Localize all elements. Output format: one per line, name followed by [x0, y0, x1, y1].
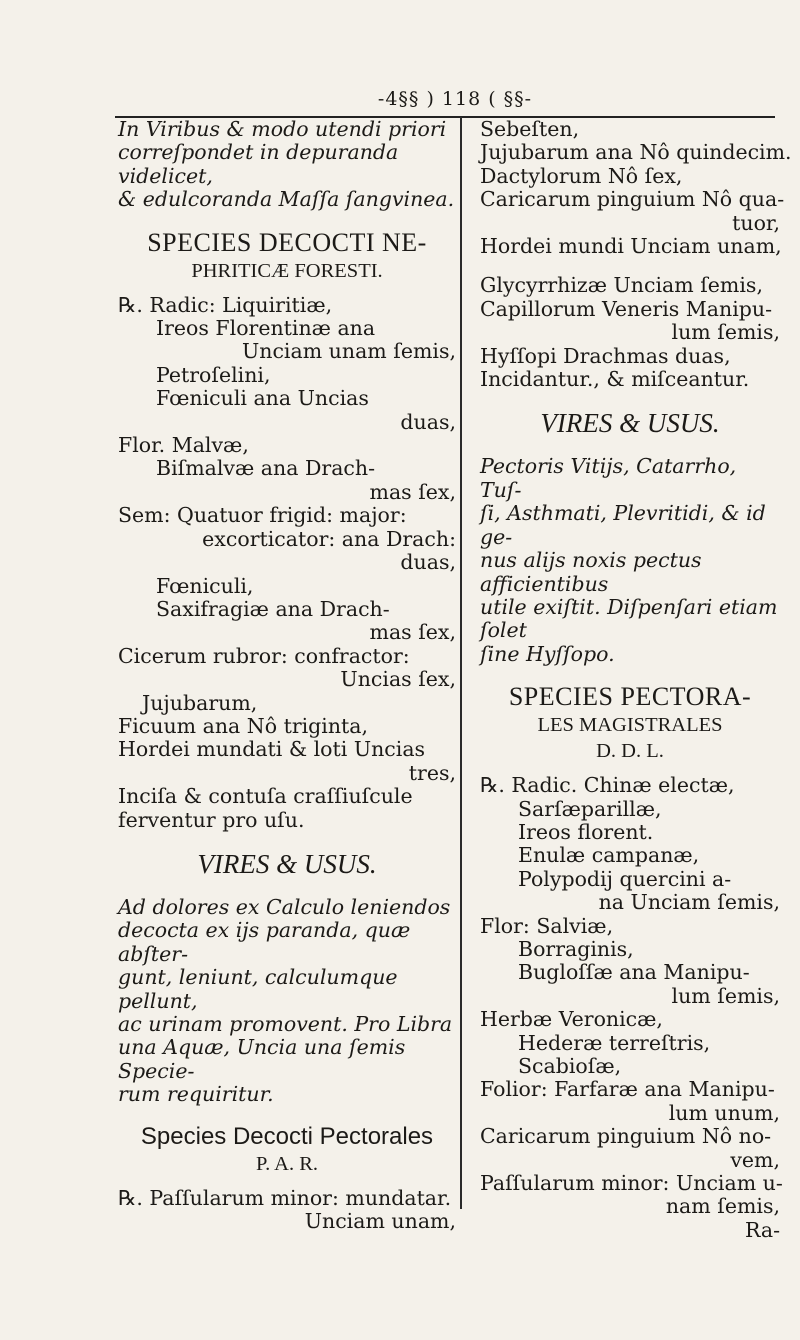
recipe-line: Hederæ terreſtris, [518, 1030, 711, 1055]
section-title: SPECIES DECOCTI NE- [147, 227, 427, 257]
vires-usus-heading: VIRES & USUS. [197, 848, 377, 879]
recipe-line: Inciſa & contuſa craſſiuſcule [118, 784, 413, 809]
section-title: SPECIES PECTORA- [508, 682, 752, 712]
recipe-line: Unciam unam ſemis, [241, 339, 456, 364]
section-title: LES MAGISTRALES [537, 714, 723, 737]
recipe-line: na Unciam ſemis, [598, 890, 780, 915]
recipe-line: tres, [408, 760, 456, 785]
section-title: Species Decocti Pectorales [140, 1122, 434, 1150]
usage-line: utile exiſtit. Diſpenſari etiam ſolet [480, 594, 778, 643]
recipe-line: Sarſæparillæ, [518, 796, 662, 821]
recipe-line: Paſſularum minor: Unciam u- [480, 1171, 783, 1196]
recipe-line: duas, [400, 550, 456, 575]
recipe-line: Bugloſſæ ana Manipu- [518, 960, 750, 985]
recipe-line: Petroſelini, [156, 362, 271, 387]
recipe-line: Cicerum rubror: confractor: [118, 643, 410, 668]
recipe-line: Hordei mundati & loti Uncias [118, 737, 426, 762]
left-column [118, 118, 456, 1233]
recipe-line: Folior: Farfaræ ana Manipu- [480, 1077, 775, 1102]
usage-line: ſi, Asthmati, Plevritidi, & id ge- [480, 501, 766, 549]
recipe-line: Ficuum ana Nô triginta, [118, 713, 369, 738]
section-subtitle: P. A. R. [255, 1152, 319, 1175]
right-column [480, 117, 792, 1242]
recipe-line: Uncias ſex, [340, 667, 456, 692]
recipe-line: Jujubarum ana Nô quindecim. [480, 140, 792, 165]
recipe-line: Saxifragiæ ana Drach- [156, 596, 390, 621]
recipe-line: Hyſſopi Drachmas duas, [480, 343, 731, 368]
section-title: PHRITICÆ FORESTI. [191, 259, 383, 282]
recipe-line: Borraginis, [518, 936, 634, 961]
recipe-line: mas ſex, [369, 620, 456, 645]
recipe-line: Ireos Florentinæ ana [156, 316, 376, 341]
recipe-line: ℞. Radic: Liquiritiæ, [118, 292, 333, 317]
recipe-line: Ra- [744, 1217, 780, 1242]
recipe-line: Jujubarum, [142, 690, 258, 715]
vires-usus-heading: VIRES & USUS. [540, 408, 720, 439]
recipe-list [480, 274, 780, 391]
recipe-line: Glycyrrhizæ Unciam ſemis, [480, 273, 763, 298]
recipe-line: Sem: Quatuor frigid: major: [118, 503, 407, 528]
recipe-line: Dactylorum Nô ſex, [480, 163, 683, 188]
usage-line: gunt, leniunt, calculumque pellunt, [118, 965, 398, 1013]
intro-line: & edulcoranda Maſſa ſangvinea. [118, 187, 455, 212]
usage-line: ac urinam promovent. Pro Libra [118, 1012, 453, 1036]
recipe-line: Incidantur., & miſceantur. [480, 367, 750, 392]
section-subtitle: D. D. L. [596, 740, 664, 763]
recipe-line: ℞. Radic. Chinæ electæ, [480, 773, 735, 798]
recipe-line: tuor, [732, 210, 780, 235]
recipe-line: Fœniculi ana Uncias [156, 386, 369, 411]
recipe-line: Caricarum pinguium Nô no- [480, 1124, 772, 1149]
intro-line: In Viribus & modo utendi priori [118, 117, 447, 141]
recipe-list [118, 294, 456, 832]
recipe-line: lum ſemis, [671, 983, 780, 1008]
recipe-line: ferventur pro uſu. [118, 807, 305, 832]
recipe-line: vem, [730, 1147, 780, 1172]
recipe-line: Enulæ campanæ, [518, 843, 700, 868]
usage-line: nus alijs noxis pectus afficientibus [480, 548, 702, 596]
recipe-line: excorticator: ana Drach: [202, 526, 456, 551]
recipe-line: Flor. Malvæ, [118, 433, 249, 458]
recipe-line: ℞. Paſſularum minor: mundatar. [118, 1185, 452, 1210]
intro-line: correſpondet in depuranda videlicet, [118, 140, 399, 188]
recipe-line: Fœniculi, [156, 573, 254, 598]
recipe-line: mas ſex, [369, 479, 456, 504]
usage-line: decocta ex ijs paranda, quæ abſter- [118, 918, 411, 966]
usage-line: Pectoris Vitijs, Catarrho, Tuſ- [480, 454, 737, 502]
recipe-line: Polypodij quercini a- [518, 866, 732, 891]
recipe-list [480, 773, 783, 1242]
recipe-list [118, 1187, 456, 1234]
recipe-line: lum unum, [668, 1100, 780, 1125]
usage-line: una Aquæ, Uncia una ſemis Specie- [118, 1035, 406, 1083]
recipe-line: duas, [400, 409, 456, 434]
recipe-line: Unciam unam, [304, 1209, 456, 1234]
recipe-line: Caricarum pinguium Nô qua- [480, 187, 785, 212]
usage-line: rum requiritur. [118, 1082, 274, 1107]
recipe-line: nam ſemis, [665, 1194, 780, 1219]
page-header: -4§§ ) 118 ( §§- [377, 88, 533, 110]
usage-line: ſine Hyſſopo. [480, 641, 615, 666]
recipe-list [480, 117, 792, 259]
recipe-line: Hordei mundi Unciam unam, [480, 234, 782, 259]
recipe-line: Herbæ Veronicæ, [480, 1007, 663, 1032]
recipe-line: Ireos florent. [518, 819, 654, 844]
recipe-line: Capillorum Veneris Manipu- [480, 296, 773, 321]
recipe-line: Scabioſæ, [518, 1054, 622, 1078]
recipe-line: Biſmalvæ ana Drach- [156, 456, 376, 481]
recipe-line: lum ſemis, [671, 320, 780, 345]
recipe-line: Sebeſten, [480, 117, 580, 141]
usage-line: Ad dolores ex Calculo leniendos [118, 894, 451, 919]
recipe-line: Flor: Salviæ, [480, 913, 614, 938]
column-divider [460, 117, 462, 1209]
